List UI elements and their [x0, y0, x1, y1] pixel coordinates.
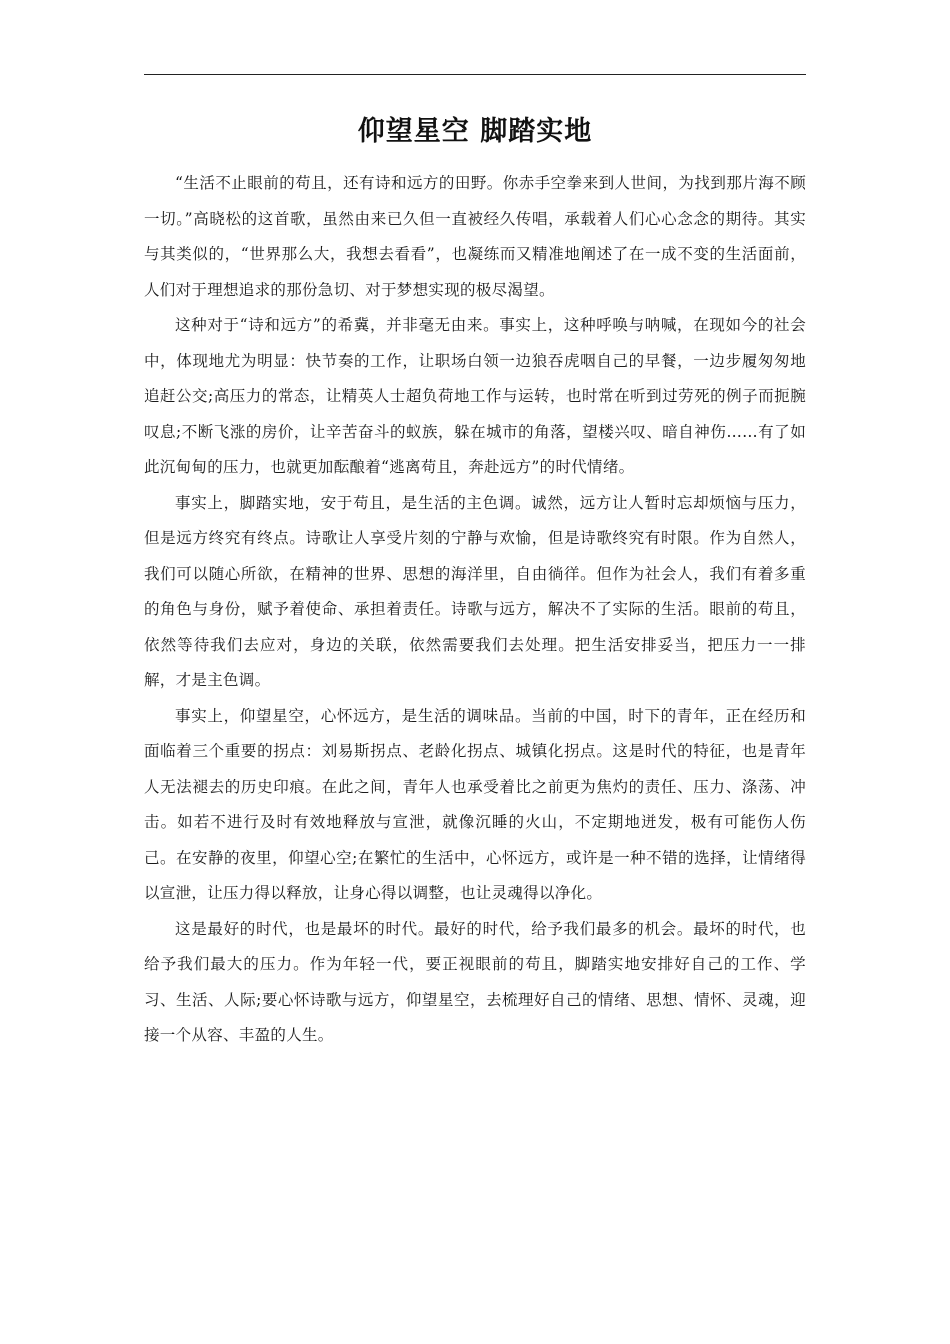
header-rule [144, 74, 806, 75]
paragraph-5: 这是最好的时代，也是最坏的时代。最好的时代，给予我们最多的机会。最坏的时代，也给予我们最大的压力。作为年轻一代，要正视眼前的苟且，脚踏实地安排好自己的工作、学习、生活、人际;要心怀诗歌与远方，仰望星空，去梳理好自己的情绪、思想、情怀、灵魂，迎接一个从容、丰盈的人生。 [144, 919, 806, 1044]
paragraph-4: 事实上，仰望星空，心怀远方，是生活的调味品。当前的中国，时下的青年，正在经历和面临着三个重要的拐点：刘易斯拐点、老龄化拐点、城镇化拐点。这是时代的特征，也是青年人无法褪去的历史印痕。在此之间，青年人也承受着比之前更为焦灼的责任、压力、涤荡、冲击。如若不进行及时有效地释放与宣泄，就像沉睡的火山，不定期地迸发，极有可能伤人伤己。在安静的夜里，仰望心空;在繁忙的生活中，心怀远方，或许是一种不错的选择，让情绪得以宣泄，让压力得以释放，让身心得以调整，也让灵魂得以净化。 [144, 706, 806, 902]
page-title: 仰望星空 脚踏实地 [357, 116, 593, 147]
paragraph-3: 事实上，脚踏实地，安于苟且，是生活的主色调。诚然，远方让人暂时忘却烦恼与压力，但是远方终究有终点。诗歌让人享受片刻的宁静与欢愉，但是诗歌终究有时限。作为自然人，我们可以随心所欲，在精神的世界、思想的海洋里，自由徜徉。但作为社会人，我们有着多重的角色与身份，赋予着使命、承担着责任。诗歌与远方，解决不了实际的生活。眼前的苟且，依然等待我们去应对，身边的关联，依然需要我们去处理。把生活安排妥当，把压力一一排解，才是主色调。 [144, 493, 806, 689]
article-body [144, 166, 806, 1054]
paragraph-2: 这种对于“诗和远方”的希冀，并非毫无由来。事实上，这种呼唤与呐喊，在现如今的社会中，体现地尤为明显：快节奏的工作，让职场白领一边狼吞虎咽自己的早餐，一边步履匆匆地追赶公交;高压力的常态，让精英人士超负荷地工作与运转，也时常在听到过劳死的例子而扼腕叹息;不断飞涨的房价，让辛苦奋斗的蚁族，躲在城市的角落，望楼兴叹、暗自神伤……有了如此沉甸甸的压力，也就更加酝酿着“逃离苟且，奔赴远方”的时代情绪。 [144, 316, 806, 476]
paragraph-1: “生活不止眼前的苟且，还有诗和远方的田野。你赤手空拳来到人世间，为找到那片海不顾一切。”高晓松的这首歌，虽然由来已久但一直被经久传唱，承载着人们心心念念的期待。其实与其类似的，“世界那么大，我想去看看”，也凝练而又精准地阐述了在一成不变的生活面前，人们对于理想追求的那份急切、对于梦想实现的极尽渴望。 [144, 174, 806, 299]
